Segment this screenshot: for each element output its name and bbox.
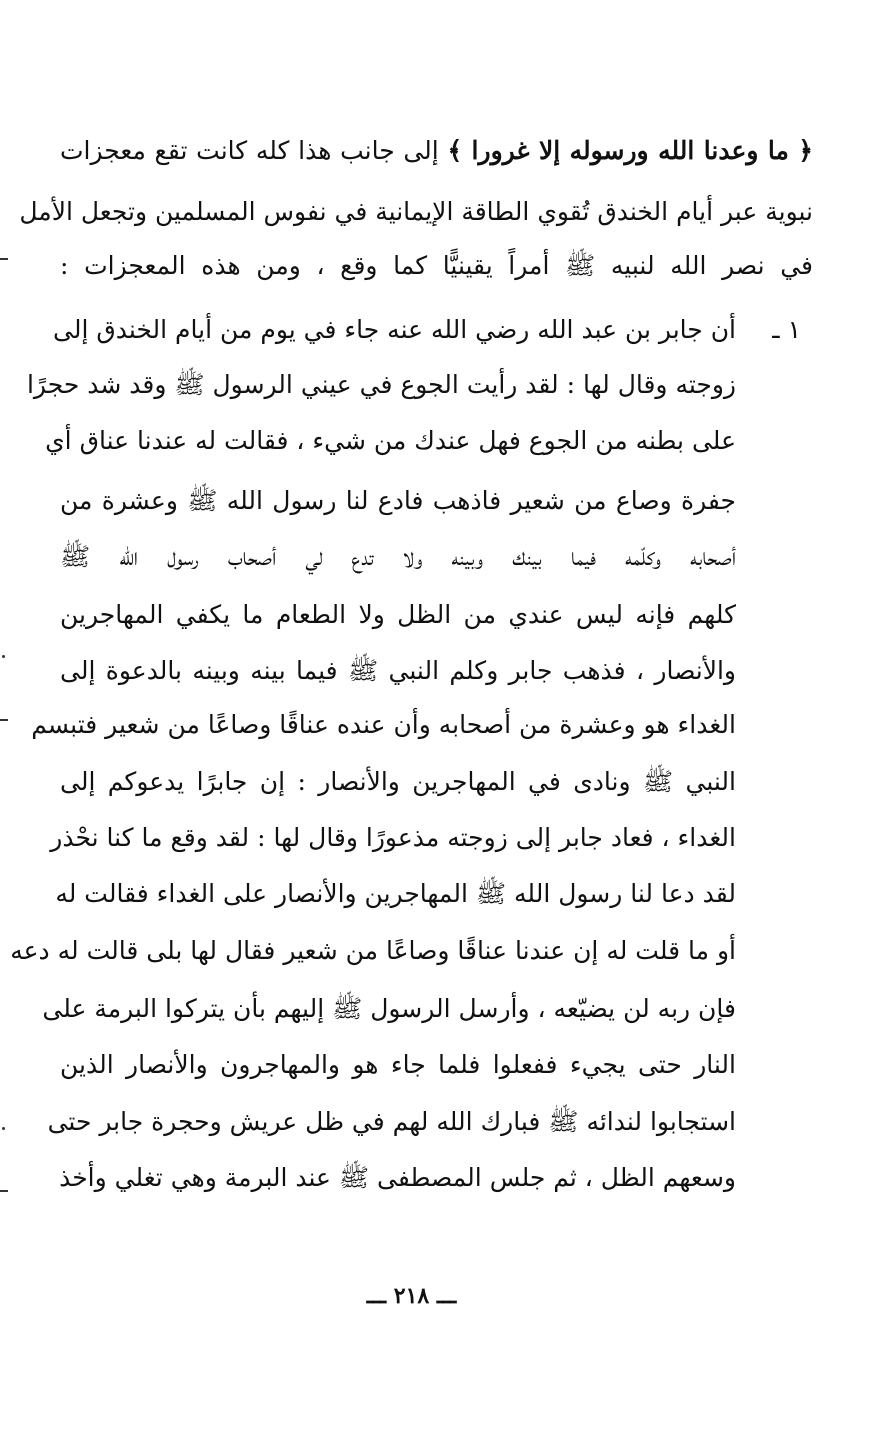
intro-line-3: في نصر الله لنبيه ﷺ أمراً يقينيًّا كما وقع ، ومن هذه المعجزات :	[60, 251, 814, 280]
item-line: والأنصار ، فذهب جابر وكلم النبي ﷺ فيما بينه وبينه بالدعوة إلى	[60, 656, 736, 685]
item-line: أصحابه وكلّمه فيما بينك وبينه ولا تدع لي أصحاب رسول الله ﷺ	[60, 542, 736, 571]
item-number: ١ ـ	[772, 315, 801, 344]
item-line: كلهم فإنه ليس عندي من الظل ولا الطعام ما يكفي المهاجرين	[60, 600, 736, 629]
margin-mark	[0, 258, 8, 260]
intro-line-1	[60, 131, 813, 171]
item-line: زوجته وقال لها : لقد رأيت الجوع في عيني الرسول ﷺ وقد شد حجرًا	[26, 370, 736, 399]
item-line: لقد دعا لنا رسول الله ﷺ المهاجرين والأنصار على الغداء فقالت له	[55, 879, 736, 908]
item-line: النار حتى يجيء ففعلوا فلما جاء هو والمهاجرون والأنصار الذين	[60, 1050, 736, 1079]
page-number: ـــ ٢١٨ ـــ	[366, 1283, 457, 1309]
intro-line-2: نبوية عبر أيام الخندق تُقوي الطاقة الإيمانية في نفوس المسلمين وتجعل الأمل	[19, 197, 813, 226]
margin-dot	[2, 655, 5, 658]
item-line: أو ما قلت له إن عندنا عناقًا وصاعًا من شعير فقال لها بلى قالت له دعه	[10, 936, 736, 965]
item-line: على بطنه من الجوع فهل عندك من شيء ، فقالت له عندنا عناق أي	[45, 426, 736, 455]
item-line: أن جابر بن عبد الله رضي الله عنه جاء في يوم من أيام الخندق إلى	[53, 315, 736, 344]
quran-quote: ﴿ ما وعدنا الله ورسوله إلا غرورا ﴾	[447, 136, 813, 165]
item-line: فإن ربه لن يضيّعه ، وأرسل الرسول ﷺ إليهم بأن يتركوا البرمة على	[42, 994, 736, 1023]
margin-mark	[0, 719, 8, 721]
item-line: النبي ﷺ ونادى في المهاجرين والأنصار : إن جابرًا يدعوكم إلى	[60, 767, 736, 796]
margin-dot	[2, 1127, 5, 1130]
intro-line-1-text: إلى جانب هذا كله كانت تقع معجزات	[60, 136, 439, 165]
item-line: استجابوا لندائه ﷺ فبارك الله لهم في ظل عريش وحجرة جابر حتى	[47, 1107, 736, 1136]
item-line: الغداء ، فعاد جابر إلى زوجته مذعورًا وقال لها : لقد وقع ما كنا نحْذر	[50, 823, 736, 852]
item-line: الغداء هو وعشرة من أصحابه وأن عنده عناقًا وصاعًا من شعير فتبسم	[31, 710, 736, 739]
item-line: جفرة وصاع من شعير فاذهب فادع لنا رسول الله ﷺ وعشرة من	[60, 486, 736, 515]
margin-mark	[0, 1190, 8, 1192]
item-line: وسعهم الظل ، ثم جلس المصطفى ﷺ عند البرمة وهي تغلي وأخذ	[59, 1163, 736, 1192]
